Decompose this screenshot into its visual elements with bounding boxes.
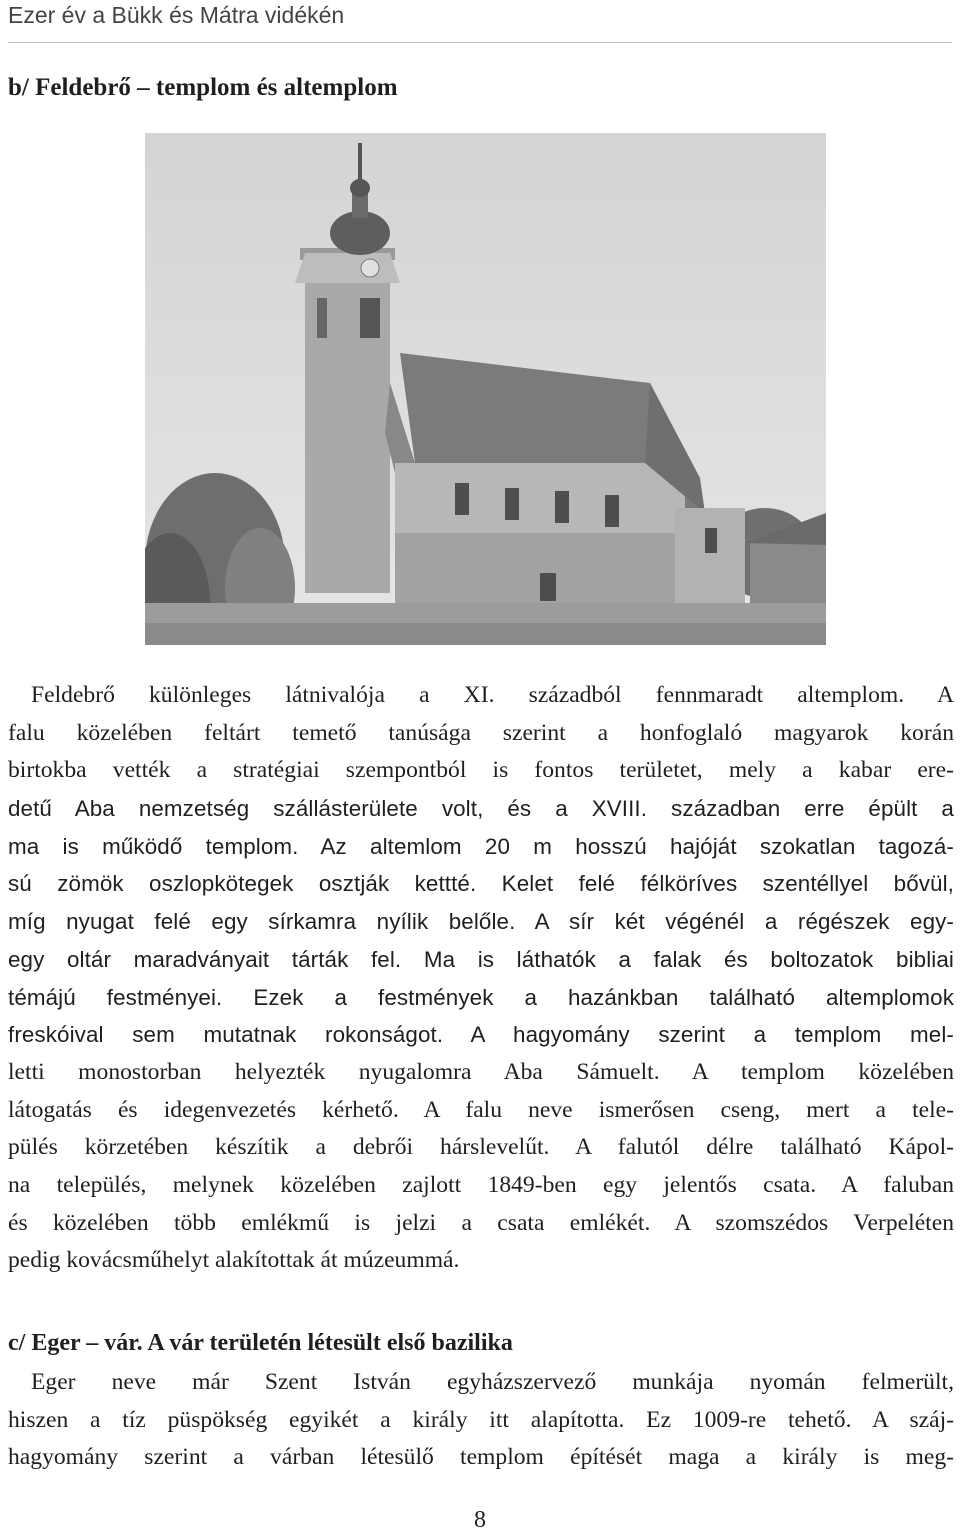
text-line: látogatás és idegenvezetés kérhető. A falu neve ismerősen cseng, mert a tele- [8,1096,954,1123]
text-line: hiszen a tíz püspökség egyikét a király itt alapította. Ez 1009-re tehető. A száj- [8,1406,954,1433]
text-line: detű Aba nemzetség szállásterülete volt, és a XVIII. században erre épült a [8,796,954,822]
text-line: ma is működő templom. Az altemlom 20 m hosszú hajóját szokatlan tagozá- [8,833,954,859]
section-c-heading: c/ Eger – vár. A vár területén létesült első bazilika [8,1330,513,1356]
running-header: Ezer év a Bükk és Mátra vidékén [8,2,345,28]
text-line: letti monostorban helyezték nyugalomra Aba Sámuelt. A templom közelében [8,1058,954,1085]
feldebro-paragraph [8,677,954,1280]
text-line: na település, melynek közelében zajlott 1849-ben egy jelentős csata. A faluban [8,1171,954,1198]
text-line: freskóival sem mutatnak rokonságot. A hagyomány szerint a templom mel- [8,1022,954,1048]
text-line: Feldebrő különleges látnivalója a XI. századból fennmaradt altemplom. A [31,682,954,708]
text-line: míg nyugat felé egy sírkamra nyílik belőle. A sír két végénél a régészek egy- [8,909,954,935]
church-photo [145,133,826,645]
text-line: pedig kovácsműhelyt alakítottak át múzeummá. [8,1247,460,1274]
header-divider [8,42,952,43]
text-line: Eger neve már Szent István egyházszervező munkája nyomán felmerült, [31,1369,954,1395]
text-line: témájú festményei. Ezek a festmények a hazánkban található altemplomok [8,984,954,1010]
section-b-heading: b/ Feldebrő – templom és altemplom [8,74,398,101]
text-line: pülés körzetében készítik a debrői hárslevelűt. A falutól délre található Kápol- [8,1134,954,1161]
text-line: és közelében több emlékmű is jelzi a csata emlékét. A szomszédos Verpeléten [8,1209,954,1236]
text-line: hagyomány szerint a várban létesülő templom építését maga a király is meg- [8,1444,954,1471]
text-line: falu közelében feltárt temető tanúsága szerint a honfoglaló magyarok korán [8,719,954,746]
page-number: 8 [474,1507,486,1533]
text-line: birtokba vették a stratégiai szempontból is fontos területet, mely a kabar ere- [8,757,954,784]
text-line: sú zömök oszlopkötegek osztják kettté. Kelet felé félköríves szentéllyel bővül, [8,871,954,897]
eger-paragraph [8,1364,954,1477]
text-line: egy oltár maradványait tárták fel. Ma is láthatók a falak és boltozatok bibliai [8,946,954,972]
